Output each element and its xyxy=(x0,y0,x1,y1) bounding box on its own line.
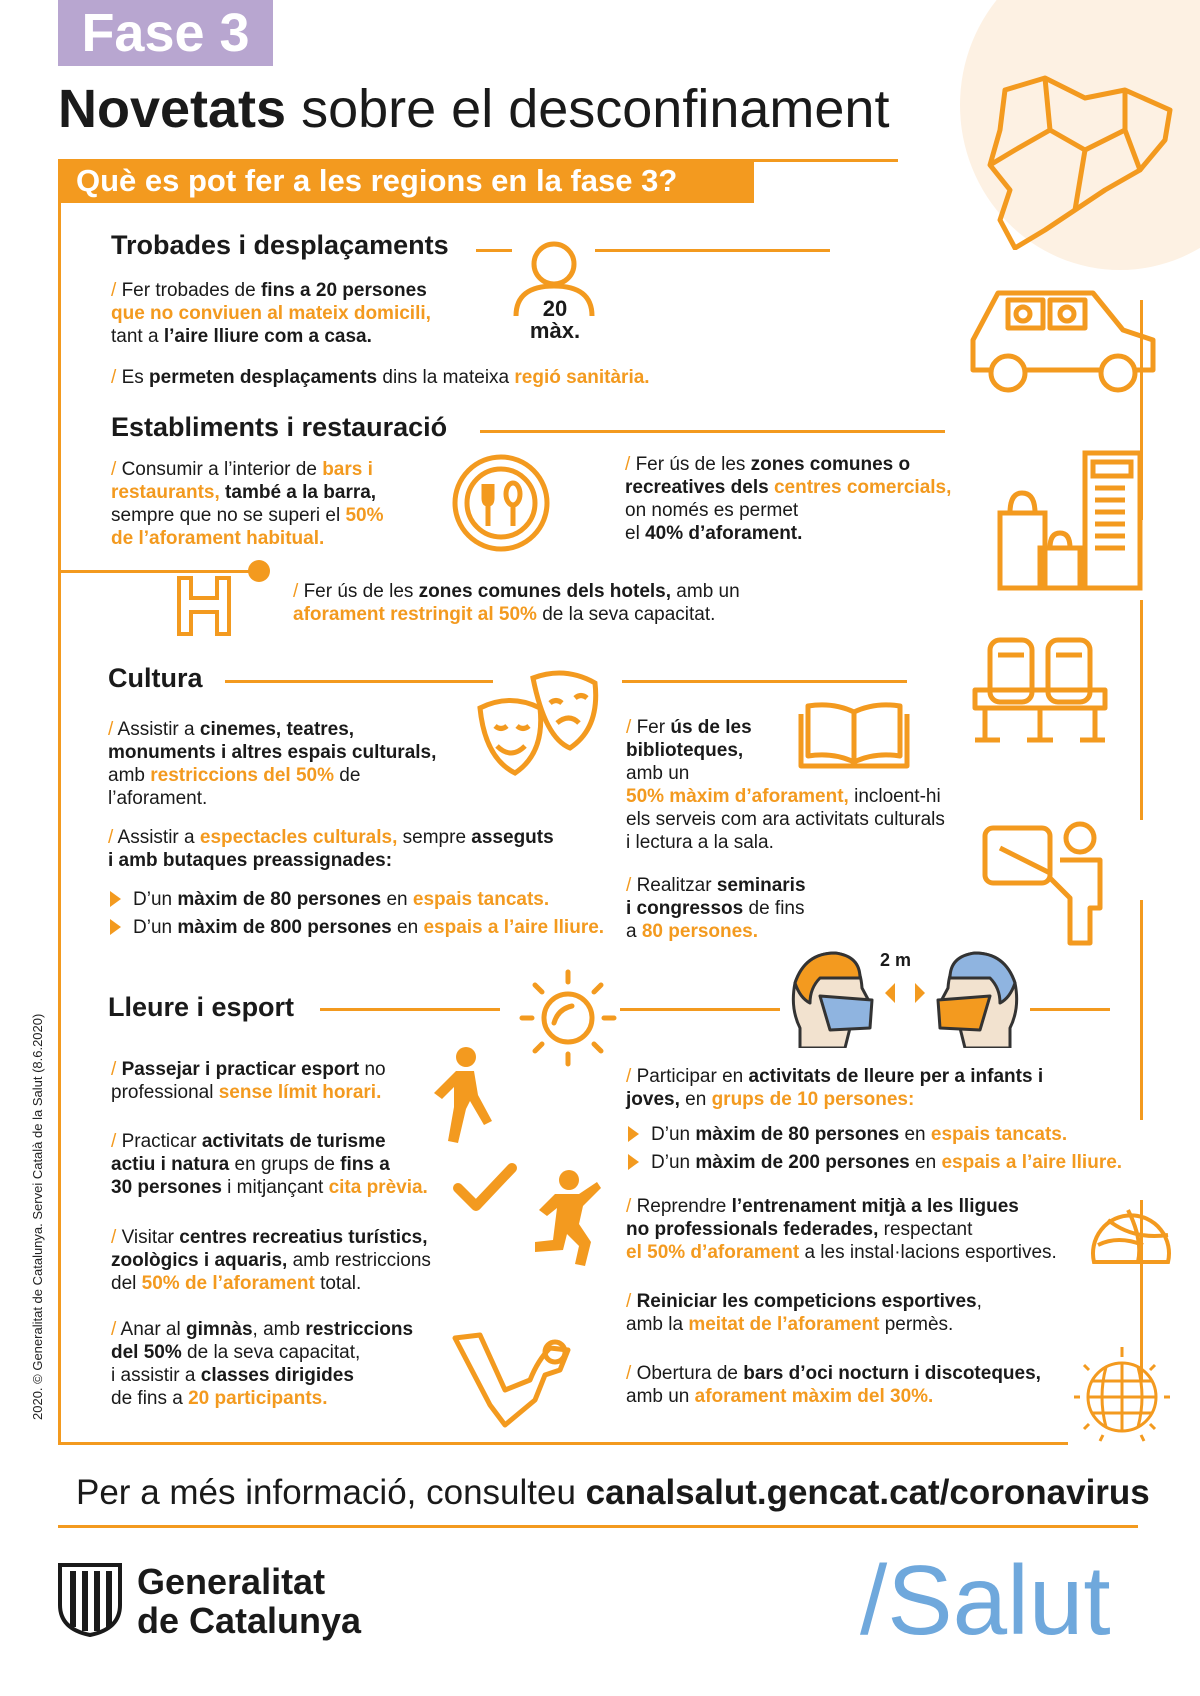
divider xyxy=(622,680,907,683)
side-credit: 2020. © Generalitat de Catalunya. Servei Català de la Salut (8.6.2020) xyxy=(30,1013,45,1420)
bullet-arrow-icon xyxy=(110,919,121,935)
section-title-establiments: Establiments i restauració xyxy=(111,412,448,442)
trobades-item-2: / Es permeten desplaçaments dins la mateixa regió sanitària. xyxy=(111,367,650,388)
bottom-border xyxy=(58,1442,1068,1445)
divider xyxy=(320,1008,500,1011)
section-title-lleure: Lleure i esport xyxy=(108,992,295,1022)
title-rest: sobre el desconfinament xyxy=(301,79,890,139)
car-icon xyxy=(968,285,1158,395)
divider xyxy=(595,249,830,252)
lleure-item-7: / Reiniciar les competicions esportives, amb la meitat de l’aforament permès. xyxy=(626,1291,982,1335)
more-info-text: Per a més informació, consulteu xyxy=(76,1473,586,1512)
yoga-person-icon xyxy=(450,1330,575,1435)
lleure-bullet-2: D’un màxim de 200 persones en espais a l’aire lliure. xyxy=(628,1151,1122,1174)
sun-icon xyxy=(518,968,618,1068)
more-info-url[interactable]: canalsalut.gencat.cat/coronavirus xyxy=(585,1473,1150,1512)
org-name xyxy=(137,1562,361,1640)
banner xyxy=(58,159,754,203)
catalonia-map-icon xyxy=(975,70,1190,250)
divider xyxy=(225,680,493,683)
lleure-item-8: / Obertura de bars d’oci nocturn i discoteques, amb un aforament màxim del 30%. xyxy=(626,1363,1041,1407)
more-info xyxy=(76,1473,1150,1513)
restaurant-icon xyxy=(450,452,552,554)
lleure-item-5: / Participar en activitats de lleure per a infants i joves, en grups de 10 persones: xyxy=(626,1066,1044,1110)
establiments-item-3: / Fer ús de les zones comunes dels hotels, amb un aforament restringit al 50% de la seva capacitat. xyxy=(293,581,740,625)
lleure-item-2: / Practicar activitats de turisme actiu i natura en grups de fins a 30 persones i mitjançant cita prèvia. xyxy=(111,1131,428,1198)
book-icon xyxy=(798,700,910,770)
lleure-item-3: / Visitar centres recreatius turístics, zoològics i aquaris, amb restriccions del 50% de l’aforament total. xyxy=(111,1227,431,1294)
divider xyxy=(476,249,512,252)
org-line-2: de Catalunya xyxy=(137,1600,362,1641)
left-border xyxy=(58,203,61,1445)
cultura-item-2: / Assistir a espectacles culturals, sempre asseguts i amb butaques preassignades: xyxy=(108,827,554,871)
running-person-icon xyxy=(525,1168,605,1268)
section-title-trobades: Trobades i desplaçaments xyxy=(111,230,449,260)
lleure-bullet-1: D’un màxim de 80 persones en espais tancats. xyxy=(628,1123,1067,1146)
divider xyxy=(1030,1008,1110,1011)
hotel-icon xyxy=(175,576,233,636)
salut-logo: /Salut xyxy=(860,1545,1111,1655)
bullet-arrow-icon xyxy=(628,1154,639,1170)
theater-masks-icon xyxy=(475,668,605,783)
divider xyxy=(480,430,945,433)
divider xyxy=(58,570,256,573)
person-count-num: 20 xyxy=(542,296,568,321)
cultura-item-4: / Realitzar seminaris i congressos de fins a 80 persones. xyxy=(626,875,806,942)
title-bold: Novetats xyxy=(58,79,287,139)
distance-label: 2 m xyxy=(880,950,912,970)
lleure-item-6: / Reprendre l’entrenament mitjà a les lligues no professionals federades, respectant el 50% d’aforament a les instal·lacions esportives. xyxy=(626,1196,1057,1263)
banner-text: Què es pot fer a les regions en la fase 3? xyxy=(76,163,678,198)
divider-dot xyxy=(248,560,270,582)
lleure-item-1: / Passejar i practicar esport no professional sense límit horari. xyxy=(111,1059,386,1103)
establiments-item-2: / Fer ús de les zones comunes o recreatives dels centres comercials, on només es permet el 40% d’aforament. xyxy=(625,454,952,544)
divider xyxy=(620,1008,780,1011)
org-line-1: Generalitat xyxy=(137,1561,326,1602)
person-count xyxy=(510,298,600,342)
theater-seats-icon xyxy=(970,635,1110,750)
disco-ball-icon xyxy=(1070,1345,1174,1449)
page-title xyxy=(58,78,889,140)
generalitat-logo-icon xyxy=(58,1563,122,1637)
footer-divider xyxy=(58,1525,1138,1528)
cultura-item-1: / Assistir a cinemes, teatres, monuments i altres espais culturals, amb restriccions del 50% de l’aforament. xyxy=(108,719,437,809)
cultura-bullet-2: D’un màxim de 800 persones en espais a l’aire lliure. xyxy=(110,916,604,939)
bullet-arrow-icon xyxy=(628,1126,639,1142)
shopping-mall-icon xyxy=(995,448,1145,593)
establiments-item-1: / Consumir a l’interior de bars i restaurants, també a la barra, sempre que no se superi el 50% de l’aforament habitual. xyxy=(111,459,384,549)
person-count-max: màx. xyxy=(529,318,581,343)
volleyball-icon xyxy=(1088,1200,1174,1270)
cultura-item-3: / Fer ús de les biblioteques, amb un 50% màxim d’aforament, incloent-hi els serveis com ara activitats culturals i lectura a la sala. xyxy=(626,717,945,853)
section-title-cultura: Cultura xyxy=(108,663,203,693)
walking-person-icon xyxy=(430,1045,510,1145)
presentation-icon xyxy=(980,818,1115,948)
lleure-item-4: / Anar al gimnàs, amb restriccions del 50% de la seva capacitat, i assistir a classes dirigides de fins a 20 participants. xyxy=(111,1319,414,1409)
phase-tag xyxy=(58,0,273,66)
cultura-bullet-1: D’un màxim de 80 persones en espais tancats. xyxy=(110,888,549,911)
trobades-item-1: / Fer trobades de fins a 20 persones que no conviuen al mateix domicili, tant a l’aire lliure com a casa. xyxy=(111,280,431,347)
bullet-arrow-icon xyxy=(110,891,121,907)
phase-tag-text: Fase 3 xyxy=(81,3,250,63)
checkmark-icon xyxy=(450,1160,520,1215)
